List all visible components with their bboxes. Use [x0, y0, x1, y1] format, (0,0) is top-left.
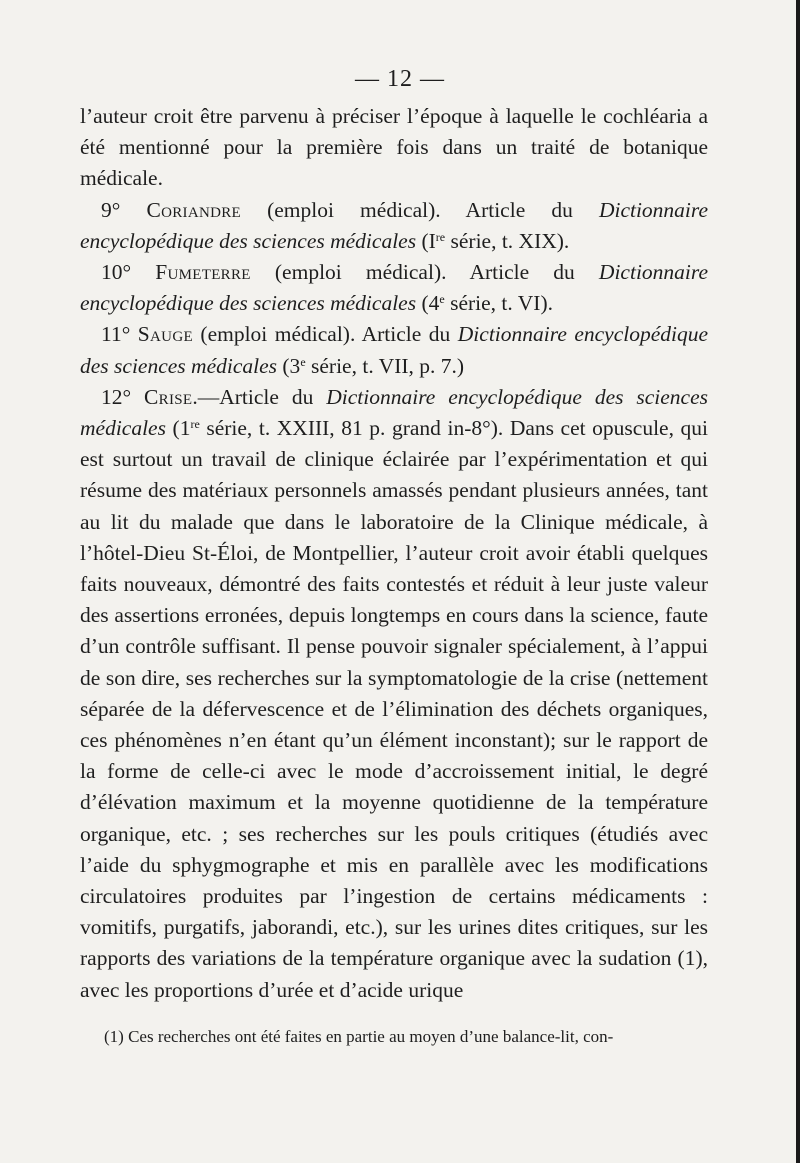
series-details: série, t. VI). [450, 291, 553, 316]
entry-title: Crise [144, 384, 193, 409]
series-superscript: re [435, 229, 446, 244]
entry-description: (emploi médical). Article du [200, 322, 451, 347]
entry-number: 10° [101, 260, 132, 285]
page-number: — 12 — [355, 66, 445, 92]
entry-coriandre [80, 195, 708, 257]
series-prefix: (I [421, 228, 436, 253]
entry-description: .—Article du [192, 384, 314, 409]
entry-fumeterre [80, 257, 708, 319]
entry-number: 9° [101, 197, 121, 222]
series-superscript: e [439, 292, 445, 307]
publication-title: Dictionnaire encyclopédique des sciences médicales [80, 197, 709, 253]
entry-title: Sauge [137, 322, 193, 347]
entry-number: 11° [101, 322, 131, 347]
body-text [80, 101, 708, 1006]
series-prefix: (3 [282, 353, 301, 378]
series-prefix: (4 [421, 291, 440, 316]
entry-title: Coriandre [146, 197, 241, 222]
series-details: série, t. VII, p. 7.) [311, 353, 465, 378]
entry-sauge [80, 319, 708, 381]
series-details: série, t. XXIII, 81 p. grand in-8°). [206, 416, 504, 441]
series-details: série, t. XIX). [450, 228, 570, 253]
publication-title: Dictionnaire encyclopédique des sciences médicales [80, 260, 708, 316]
entry-number: 12° [101, 384, 132, 409]
entry-description: (emploi médical). Article du [267, 197, 573, 222]
publication-title: Dictionnaire encyclopédique des sciences médicales [80, 322, 709, 378]
intro-paragraph: l’auteur croit être parvenu à préciser l’époque à laquelle le cochléaria a été mentionné pour la première fois dans un traité de botanique médicale. [80, 104, 708, 191]
footnote: (1) Ces recherches ont été faites en partie au moyen d’une balance-lit, con- [104, 1027, 614, 1046]
entry-title: Fumeterre [155, 260, 251, 285]
page-edge-divider [796, 0, 800, 1163]
crise-summary-text: Dans cet opuscule, qui est surtout un travail de clinique éclairée par l’expérimentation et qui résume des matériaux personnels amassés pendant plusieurs années, tant au lit du malade que dans le laboratoire de la Clinique médicale, à l’hôtel-Dieu St-Éloi, de Montpellier, l’auteur croit avoir établi quelques faits nouveaux, démontré des faits contestés et réduit à leur juste valeur des assertions erronées, depuis longtemps en cours dans la science, faute d’un contrôle suffisant. Il pense pouvoir signaler spécialement, à l’appui de son dire, ses recherches sur la symptomatologie de la crise (nettement séparée de la défervescence et de l’élimination des déchets organiques, ces phénomènes n’en étant qu’un élément inconstant); sur le rapport de la forme de celle-ci avec le mode d’accroissement initial, le degré d’élévation maximum et la moyenne quotidienne de la température organique, etc. ; ses recherches sur les pouls critiques (étudiés avec l’aide du sphygmographe et mis en parallèle avec les modifications circulatoires produites par l’ingestion de certains médicaments : vomitifs, purgatifs, jaborandi, etc.), sur les urines dites critiques, sur les rapports des variations de la température organique avec la sudation (1), avec les proportions d’urée et d’acide urique [80, 416, 709, 1002]
entry-crise [80, 382, 708, 1006]
entry-description: (emploi médical). Article du [274, 260, 575, 285]
publication-title: Dictionnaire encyclopédique des sciences médicales [80, 384, 709, 441]
series-superscript: e [300, 354, 306, 369]
series-prefix: (1 [172, 416, 191, 441]
series-superscript: re [190, 417, 200, 432]
